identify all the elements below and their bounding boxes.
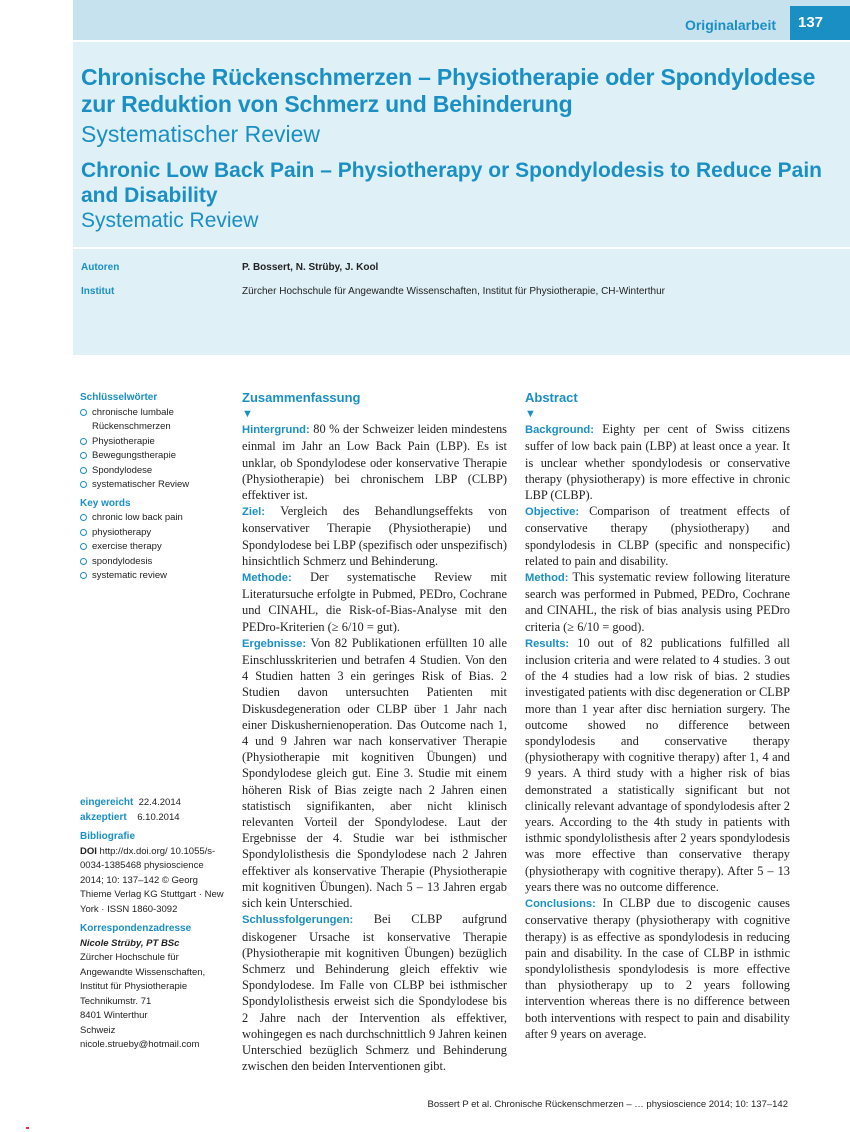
authors: P. Bossert, N. Strüby, J. Kool [242,262,379,273]
section-label: Originalarbeit [684,17,776,33]
bullet-icon [80,438,87,445]
footer-citation: Bossert P et al. Chronische Rückenschmerzen – … physioscience 2014; 10: 137–142 [427,1099,788,1110]
keywords-panel [80,391,230,584]
abstract-section: Ergebnisse: Von 82 Publikationen erfüllten 10 alle Einschlusskriterien und betrafen 4 Studien. Von den 4 Studien hatten 3 ein geringes Risk of Bias. 2 Studien davon untersuchten Patienten mit Diskusdegeneration oder CLBP über 1 Jahr nach einer Diskushernienoperation. Das Outcome nach 1, 4 und 9 Jahren war nach konservativer Therapie (Physiotherapie mit kognitiven Übungen) und Spondylodese gleich gut. Eine 3. Studie mit einem höheren Risk of Bias zeigte nach 2 Jahren einen statistisch signifikanten, aber nicht klinisch relevanten Vorteil der Spondylodese. Laut der Ergebnisse der 4. Studie war bei isthmischer Spondylolisthesis die Spondylodese nach 2 Jahren effektiver als konservative Therapie (Physiotherapie mit kognitiven Übungen). Nach 5 – 13 Jahren ergab sich kein Unterschied. [242,635,507,911]
meta-panel [73,249,850,355]
doi-link[interactable]: http://dx.doi.org/ 10.1055/s-0034-1385468 [80,845,216,871]
bullet-icon [80,543,87,550]
address-line: Schweiz [80,1024,116,1036]
institute-label: Institut [81,286,115,297]
subtitle-german: Systematischer Review [81,121,321,147]
address-line: Angewandte Wissenschaften, [80,966,206,978]
abstract-section: Ziel: Vergleich des Behandlungseffekts von konservativer Therapie (Physiotherapie) und Spondylodese bei LBP (spezifisch oder unspezifisch) hinsichtlich Schmerz und Behinderung. [242,504,507,568]
accepted-row: akzeptiert 6.10.2014 [80,811,180,823]
keyword-item: Physiotherapie [80,435,230,450]
triangle-marker-icon: ▼ [242,408,253,421]
institute: Zürcher Hochschule für Angewandte Wissenschaften, Institut für Physiotherapie, CH-Winterthur [242,286,665,297]
page-number: 137 [790,6,850,40]
abstract-section: Hintergrund: 80 % der Schweizer leiden mindestens einmal im Jahr an Low Back Pain (LBP). Es ist unklar, ob Spondylodese oder konservative Therapie (Physiotherapie) bei chronischem LBP (CLBP) effektiver ist. [242,422,507,503]
email-link[interactable]: nicole.strueby@hotmail.com [80,1039,200,1050]
received-date: 22.4.2014 [138,797,181,808]
address-line: Zürcher Hochschule für [80,952,179,963]
keyword-item: systematic review [80,569,230,584]
keyword-item: exercise therapy [80,540,230,555]
keywords-en-heading: Key words [80,497,131,509]
keyword-item: Bewegungstherapie [80,449,230,464]
bullet-icon [80,558,87,565]
keywords-de-heading: Schlüsselwörter [80,392,158,403]
correspondence-name: Nicole Strüby, PT BSc [80,937,180,949]
abstract-section: Schlussfolgerungen: Bei CLBP aufgrund diskogener Ursache ist konservative Therapie (Physiotherapie mit kognitiven Übungen) bezüglich Schmerz und Behinderung gleich effektiv wie Spondylodese. Im Falle von CLBP bei isthmischer Spondylolisthesis erweist sich die Spondylodese bis 2 Jahre nach der Intervention als effektiver, wohingegen es nach durchschnittlich 9 Jahren keinen Unterschied bezüglich Schmerz und Behinderung zwischen den beiden Interventionen gibt. [242,912,507,1074]
keyword-item: chronic low back pain [80,511,230,526]
bullet-icon [80,514,87,521]
keyword-item: spondylodesis [80,555,230,570]
received-row: eingereicht 22.4.2014 [80,797,181,808]
abstract-section: Conclusions: In CLBP due to discogenic causes conservative therapy (physiotherapy with cognitive therapy) is as effective as spondylodesis in reducing pain and disability. In the case of CLBP in isthmic spondylolisthesis spondylodesis is more effective than physiotherapy up to 2 years following intervention whereas there is no difference between both interventions with respect to pain and disability after 9 years on average. [525,896,790,1041]
abstract-english [525,390,790,1042]
bullet-icon [80,409,87,416]
abstract-section: Results: 10 out of 82 publications fulfilled all inclusion criteria and were related to 4 studies. 3 out of the 4 studies had a low risk of bias. 2 studies investigated patients with disc degeneration or CLBP more than 1 year after disc herniation surgery. The outcome showed no difference between spondylodesis and conservative therapy (physiotherapy with cognitive therapy) after 1, 4 and 9 years. A third study with a higher risk of bias demonstrated a statistically significant but not clinically relevant advantage of spondylodesis after 2 years. According to the 4th study in patients with isthmic spondylolisthesis after 2 years spondylodesis was more effective than conservative therapy (physiotherapy with cognitive therapy). After 5 – 13 years there was no outcome difference. [525,635,790,894]
keyword-item: chronische lumbale Rückenschmerzen [80,406,230,435]
bullet-icon [80,572,87,579]
abstract-section: Method: This systematic review following literature search was performed in Pubmed, PEDro, Cochrane and CINAHL, the risk of bias analysis using PEDro criteria (≥ 6/10 = good). [525,570,790,634]
accepted-date: 6.10.2014 [137,811,180,823]
abstract-de-heading: Zusammenfassung [242,390,361,405]
abstract-en-heading: Abstract [525,390,578,405]
title-english: Chronic Low Back Pain – Physiotherapy or Spondylodesis to Reduce Pain and Disability [81,159,822,207]
page-mark [26,1127,29,1129]
abstract-section: Objective: Comparison of treatment effects of conservative therapy (physiotherapy) and spondylodesis in CLBP (specific and nonspecific) related to pain and disability. [525,504,790,568]
bullet-icon [80,452,87,459]
abstract-section: Methode: Der systematische Review mit Literatursuche erfolgte in Pubmed, PEDro, Cochrane und CINAHL, die Risk-of-Bias-Analyse mit den PEDro-Kriterien (≥ 6/10 = gut). [242,570,507,634]
address-line: 8401 Winterthur [80,1010,148,1021]
article-info [80,796,230,1053]
keyword-item: physiotherapy [80,526,230,541]
keyword-item: systematischer Review [80,478,230,493]
abstract-german [242,390,507,1074]
address-line: Institut für Physiotherapie [80,981,188,992]
triangle-marker-icon: ▼ [525,408,536,421]
keywords-de-list [80,406,230,493]
bullet-icon [80,467,87,474]
correspondence-heading: Korrespondenzadresse [80,923,192,934]
biblio-heading: Bibliografie [80,831,136,842]
authors-label: Autoren [81,262,120,273]
title-german: Chronische Rückenschmerzen – Physiotherapie oder Spondylodese zur Reduktion von Schmerz und Behinderung [81,64,816,117]
keywords-en-list [80,511,230,584]
keyword-item: Spondylodese [80,464,230,479]
address-line: Technikumstr. 71 [80,995,152,1007]
bullet-icon [80,529,87,536]
bullet-icon [80,481,87,488]
biblio-text: DOI http://dx.doi.org/ 10.1055/s-0034-1385468 physioscience 2014; 10: 137–142 © Georg Thieme Verlag KG Stuttgart · New York · ISSN 1860-3092 [80,845,224,915]
subtitle-english: Systematic Review [81,209,259,232]
abstract-section: Background: Eighty per cent of Swiss citizens suffer of low back pain (LBP) at least once a year. It is unclear whether spondylodesis or conservative therapy (physiotherapy) is more effective in chronic LBP (CLBP). [525,422,790,503]
